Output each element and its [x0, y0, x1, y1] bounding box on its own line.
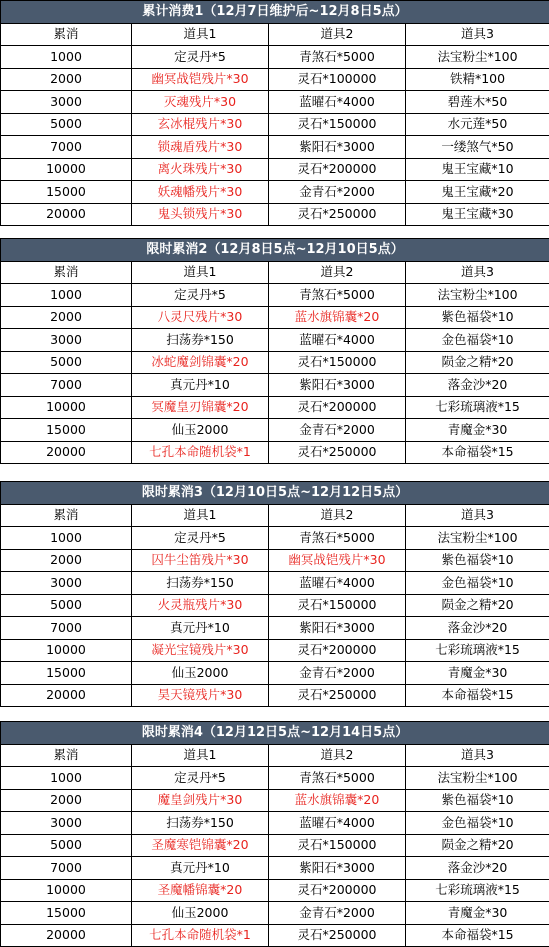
table-title: 限时累消3（12月10日5点~12月12日5点）: [1, 482, 549, 505]
table-row: [1, 46, 549, 69]
threshold-cell: 5000: [1, 113, 132, 136]
table-row: [1, 812, 549, 835]
reward-item-cell: 一缕煞气*50: [406, 136, 549, 159]
column-header: 道具1: [132, 504, 269, 527]
reward-item-cell: 灵石*150000: [269, 594, 406, 617]
reward-table: [0, 0, 549, 226]
reward-item-cell: 凝光宝镜残片*30: [132, 639, 269, 662]
table-row: [1, 639, 549, 662]
threshold-cell: 1000: [1, 284, 132, 307]
threshold-cell: 7000: [1, 136, 132, 159]
reward-item-cell: 紫色福袋*10: [406, 549, 549, 572]
threshold-cell: 7000: [1, 857, 132, 880]
column-header: 道具3: [406, 261, 549, 284]
threshold-cell: 1000: [1, 767, 132, 790]
column-header: 道具2: [269, 744, 406, 767]
reward-item-cell: 碧莲木*50: [406, 91, 549, 114]
reward-item-cell: 仙玉2000: [132, 902, 269, 925]
reward-item-cell: 青煞石*5000: [269, 527, 406, 550]
threshold-cell: 10000: [1, 396, 132, 419]
reward-item-cell: 落金沙*20: [406, 617, 549, 640]
table-row: [1, 306, 549, 329]
table-row: [1, 789, 549, 812]
reward-item-cell: 灵石*150000: [269, 834, 406, 857]
reward-item-cell: 鬼王宝藏*10: [406, 158, 549, 181]
reward-item-cell: 金色福袋*10: [406, 572, 549, 595]
reward-item-cell: 定灵丹*5: [132, 527, 269, 550]
reward-item-cell: 幽冥战铠残片*30: [132, 68, 269, 91]
reward-table-2: [0, 238, 549, 464]
threshold-cell: 10000: [1, 158, 132, 181]
reward-item-cell: 仙玉2000: [132, 662, 269, 685]
reward-item-cell: 灵石*250000: [269, 684, 406, 707]
threshold-cell: 10000: [1, 639, 132, 662]
reward-table-1: [0, 0, 549, 226]
reward-item-cell: 紫阳石*3000: [269, 374, 406, 397]
reward-item-cell: 青魔金*30: [406, 419, 549, 442]
threshold-cell: 15000: [1, 902, 132, 925]
reward-item-cell: 金色福袋*10: [406, 812, 549, 835]
reward-item-cell: 冰蛇魔剑锦囊*20: [132, 351, 269, 374]
reward-item-cell: 法宝粉尘*100: [406, 767, 549, 790]
threshold-cell: 2000: [1, 789, 132, 812]
threshold-cell: 5000: [1, 594, 132, 617]
reward-item-cell: 鬼王宝藏*30: [406, 203, 549, 226]
column-header: 累消: [1, 504, 132, 527]
reward-item-cell: 蓝曜石*4000: [269, 91, 406, 114]
reward-item-cell: 灵石*200000: [269, 639, 406, 662]
table-row: [1, 181, 549, 204]
reward-item-cell: 定灵丹*5: [132, 46, 269, 69]
reward-item-cell: 仙玉2000: [132, 419, 269, 442]
reward-item-cell: 蓝水旗锦囊*20: [269, 306, 406, 329]
table-row: [1, 527, 549, 550]
reward-item-cell: 七孔本命随机袋*1: [132, 924, 269, 947]
threshold-cell: 7000: [1, 374, 132, 397]
reward-item-cell: 灵石*100000: [269, 68, 406, 91]
threshold-cell: 15000: [1, 181, 132, 204]
table-row: [1, 441, 549, 464]
reward-table-4: [0, 721, 549, 947]
threshold-cell: 1000: [1, 46, 132, 69]
reward-item-cell: 法宝粉尘*100: [406, 284, 549, 307]
threshold-cell: 15000: [1, 662, 132, 685]
reward-item-cell: 七孔本命随机袋*1: [132, 441, 269, 464]
reward-item-cell: 幽冥战铠残片*30: [269, 549, 406, 572]
reward-table-3: [0, 481, 549, 707]
threshold-cell: 20000: [1, 441, 132, 464]
reward-item-cell: 昊天镜残片*30: [132, 684, 269, 707]
reward-item-cell: 灵石*250000: [269, 924, 406, 947]
threshold-cell: 3000: [1, 812, 132, 835]
reward-item-cell: 紫色福袋*10: [406, 789, 549, 812]
reward-item-cell: 七彩琉璃液*15: [406, 639, 549, 662]
table-row: [1, 549, 549, 572]
table-row: [1, 91, 549, 114]
table-row: [1, 396, 549, 419]
reward-item-cell: 青煞石*5000: [269, 767, 406, 790]
column-header: 累消: [1, 744, 132, 767]
table-header-row: [1, 261, 549, 284]
reward-item-cell: 灵石*200000: [269, 158, 406, 181]
threshold-cell: 10000: [1, 879, 132, 902]
reward-item-cell: 陨金之精*20: [406, 834, 549, 857]
table-header-row: [1, 23, 549, 46]
reward-item-cell: 蓝曜石*4000: [269, 572, 406, 595]
threshold-cell: 20000: [1, 684, 132, 707]
column-header: 道具3: [406, 504, 549, 527]
table-row: [1, 158, 549, 181]
reward-item-cell: 金青石*2000: [269, 419, 406, 442]
reward-item-cell: 火灵瓶残片*30: [132, 594, 269, 617]
table-row: [1, 617, 549, 640]
column-header: 道具2: [269, 261, 406, 284]
reward-table: [0, 721, 549, 947]
reward-item-cell: 灵石*150000: [269, 351, 406, 374]
reward-item-cell: 水元莲*50: [406, 113, 549, 136]
table-header-row: [1, 744, 549, 767]
reward-item-cell: 八灵尺残片*30: [132, 306, 269, 329]
reward-item-cell: 青魔金*30: [406, 662, 549, 685]
column-header: 道具3: [406, 23, 549, 46]
reward-item-cell: 金色福袋*10: [406, 329, 549, 352]
table-title: 限时累消2（12月8日5点~12月10日5点）: [1, 239, 549, 262]
reward-item-cell: 蓝曜石*4000: [269, 812, 406, 835]
column-header: 累消: [1, 261, 132, 284]
reward-item-cell: 定灵丹*5: [132, 767, 269, 790]
threshold-cell: 3000: [1, 329, 132, 352]
threshold-cell: 2000: [1, 306, 132, 329]
reward-item-cell: 离火珠残片*30: [132, 158, 269, 181]
reward-item-cell: 蓝水旗锦囊*20: [269, 789, 406, 812]
threshold-cell: 3000: [1, 572, 132, 595]
reward-item-cell: 七彩琉璃液*15: [406, 879, 549, 902]
column-header: 道具2: [269, 504, 406, 527]
reward-item-cell: 灵石*250000: [269, 441, 406, 464]
threshold-cell: 3000: [1, 91, 132, 114]
table-row: [1, 767, 549, 790]
reward-item-cell: 扫荡券*150: [132, 329, 269, 352]
reward-item-cell: 灵石*200000: [269, 396, 406, 419]
table-row: [1, 68, 549, 91]
reward-item-cell: 冥魔皇刃锦囊*20: [132, 396, 269, 419]
reward-item-cell: 灵石*200000: [269, 879, 406, 902]
table-title: 累计消费1（12月7日维护后~12月8日5点）: [1, 1, 549, 24]
column-header: 道具1: [132, 261, 269, 284]
reward-item-cell: 魔皇剑残片*30: [132, 789, 269, 812]
reward-item-cell: 紫色福袋*10: [406, 306, 549, 329]
threshold-cell: 2000: [1, 68, 132, 91]
reward-item-cell: 玄冰棍残片*30: [132, 113, 269, 136]
threshold-cell: 2000: [1, 549, 132, 572]
reward-item-cell: 陨金之精*20: [406, 594, 549, 617]
reward-item-cell: 本命福袋*15: [406, 684, 549, 707]
reward-item-cell: 灵石*250000: [269, 203, 406, 226]
reward-item-cell: 扫荡券*150: [132, 812, 269, 835]
reward-item-cell: 紫阳石*3000: [269, 617, 406, 640]
table-row: [1, 284, 549, 307]
table-row: [1, 834, 549, 857]
reward-item-cell: 真元丹*10: [132, 374, 269, 397]
reward-item-cell: 七彩琉璃液*15: [406, 396, 549, 419]
threshold-cell: 20000: [1, 924, 132, 947]
table-title: 限时累消4（12月12日5点~12月14日5点）: [1, 722, 549, 745]
reward-item-cell: 金青石*2000: [269, 902, 406, 925]
table-row: [1, 351, 549, 374]
reward-item-cell: 扫荡券*150: [132, 572, 269, 595]
column-header: 道具3: [406, 744, 549, 767]
reward-item-cell: 蓝曜石*4000: [269, 329, 406, 352]
table-row: [1, 572, 549, 595]
table-row: [1, 419, 549, 442]
reward-item-cell: 紫阳石*3000: [269, 136, 406, 159]
reward-item-cell: 落金沙*20: [406, 374, 549, 397]
reward-item-cell: 青煞石*5000: [269, 284, 406, 307]
reward-item-cell: 真元丹*10: [132, 617, 269, 640]
reward-table: [0, 481, 549, 707]
table-row: [1, 594, 549, 617]
reward-item-cell: 圣魔幡锦囊*20: [132, 879, 269, 902]
table-row: [1, 857, 549, 880]
threshold-cell: 7000: [1, 617, 132, 640]
reward-item-cell: 金青石*2000: [269, 181, 406, 204]
table-row: [1, 924, 549, 947]
table-row: [1, 879, 549, 902]
reward-item-cell: 法宝粉尘*100: [406, 46, 549, 69]
reward-item-cell: 妖魂幡残片*30: [132, 181, 269, 204]
reward-item-cell: 金青石*2000: [269, 662, 406, 685]
reward-item-cell: 鬼头锁残片*30: [132, 203, 269, 226]
reward-item-cell: 圣魔寒铠锦囊*20: [132, 834, 269, 857]
table-row: [1, 329, 549, 352]
threshold-cell: 20000: [1, 203, 132, 226]
table-row: [1, 136, 549, 159]
reward-item-cell: 紫阳石*3000: [269, 857, 406, 880]
column-header: 累消: [1, 23, 132, 46]
column-header: 道具2: [269, 23, 406, 46]
reward-item-cell: 囚牛尘笛残片*30: [132, 549, 269, 572]
table-row: [1, 902, 549, 925]
reward-item-cell: 落金沙*20: [406, 857, 549, 880]
reward-item-cell: 法宝粉尘*100: [406, 527, 549, 550]
reward-item-cell: 鬼王宝藏*20: [406, 181, 549, 204]
reward-table: [0, 238, 549, 464]
reward-item-cell: 青魔金*30: [406, 902, 549, 925]
column-header: 道具1: [132, 744, 269, 767]
reward-item-cell: 真元丹*10: [132, 857, 269, 880]
table-row: [1, 203, 549, 226]
reward-item-cell: 本命福袋*15: [406, 441, 549, 464]
reward-item-cell: 青煞石*5000: [269, 46, 406, 69]
threshold-cell: 5000: [1, 351, 132, 374]
reward-item-cell: 本命福袋*15: [406, 924, 549, 947]
threshold-cell: 15000: [1, 419, 132, 442]
table-row: [1, 374, 549, 397]
table-row: [1, 113, 549, 136]
table-row: [1, 684, 549, 707]
table-header-row: [1, 504, 549, 527]
reward-item-cell: 锁魂盾残片*30: [132, 136, 269, 159]
reward-item-cell: 灵石*150000: [269, 113, 406, 136]
threshold-cell: 1000: [1, 527, 132, 550]
table-row: [1, 662, 549, 685]
threshold-cell: 5000: [1, 834, 132, 857]
reward-item-cell: 定灵丹*5: [132, 284, 269, 307]
reward-item-cell: 铁精*100: [406, 68, 549, 91]
column-header: 道具1: [132, 23, 269, 46]
reward-item-cell: 灭魂残片*30: [132, 91, 269, 114]
reward-item-cell: 陨金之精*20: [406, 351, 549, 374]
